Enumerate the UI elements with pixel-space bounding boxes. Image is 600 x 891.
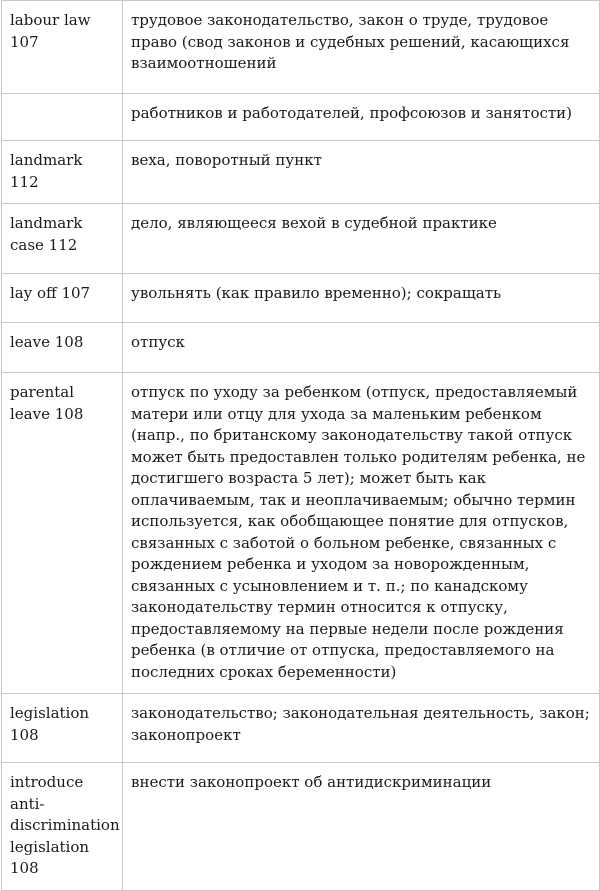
definition-cell: увольнять (как правило временно); сокращать: [123, 274, 600, 323]
definition-cell: отпуск: [123, 323, 600, 373]
table-row: [2, 373, 600, 694]
term-cell: landmark case 112: [2, 204, 123, 274]
table-row: [2, 141, 600, 204]
definition-cell: внести законопроект об антидискриминации: [123, 763, 600, 891]
table-row: [2, 94, 600, 141]
term-cell: labour law 107: [2, 1, 123, 94]
definition-cell: отпуск по уходу за ребенком (отпуск, предоставляемый матери или отцу для ухода за маленьким ребенком (напр., по британскому законодательству такой отпуск может быть предоставлен только родителям ребенка, не достигшего возраста 5 лет); может быть как оплачиваемым, так и неоплачиваемым; обычно термин используется, как обобщающее понятие для отпусков, связанных с заботой о больном ребенке, связанных с рождением ребенка и уходом за новорожденным, связанных с усыновлением и т. п.; по канадскому законодательству термин относится к отпуску, предоставляемому на первые недели после рождения ребенка (в отличие от отпуска, предоставляемого на последних сроках беременности): [123, 373, 600, 694]
definition-cell: трудовое законодательство, закон о труде, трудовое право (свод законов и судебных решений, касающихся взаимоотношений: [123, 1, 600, 94]
table-row: [2, 694, 600, 763]
term-cell: introduce anti-discrimination legislation 108: [2, 763, 123, 891]
definition-cell: дело, являющееся вехой в судебной практике: [123, 204, 600, 274]
table-row: [2, 763, 600, 891]
glossary-table: [1, 0, 600, 891]
term-cell: parental leave 108: [2, 373, 123, 694]
definition-cell: законодательство; законодательная деятельность, закон; законопроект: [123, 694, 600, 763]
definition-cell: веха, поворотный пункт: [123, 141, 600, 204]
term-cell: landmark 112: [2, 141, 123, 204]
table-row: [2, 204, 600, 274]
table-row: [2, 1, 600, 94]
term-cell: leave 108: [2, 323, 123, 373]
definition-cell: работников и работодателей, профсоюзов и занятости): [123, 94, 600, 141]
term-cell: legislation 108: [2, 694, 123, 763]
term-cell: [2, 94, 123, 141]
table-row: [2, 323, 600, 373]
table-row: [2, 274, 600, 323]
term-cell: lay off 107: [2, 274, 123, 323]
